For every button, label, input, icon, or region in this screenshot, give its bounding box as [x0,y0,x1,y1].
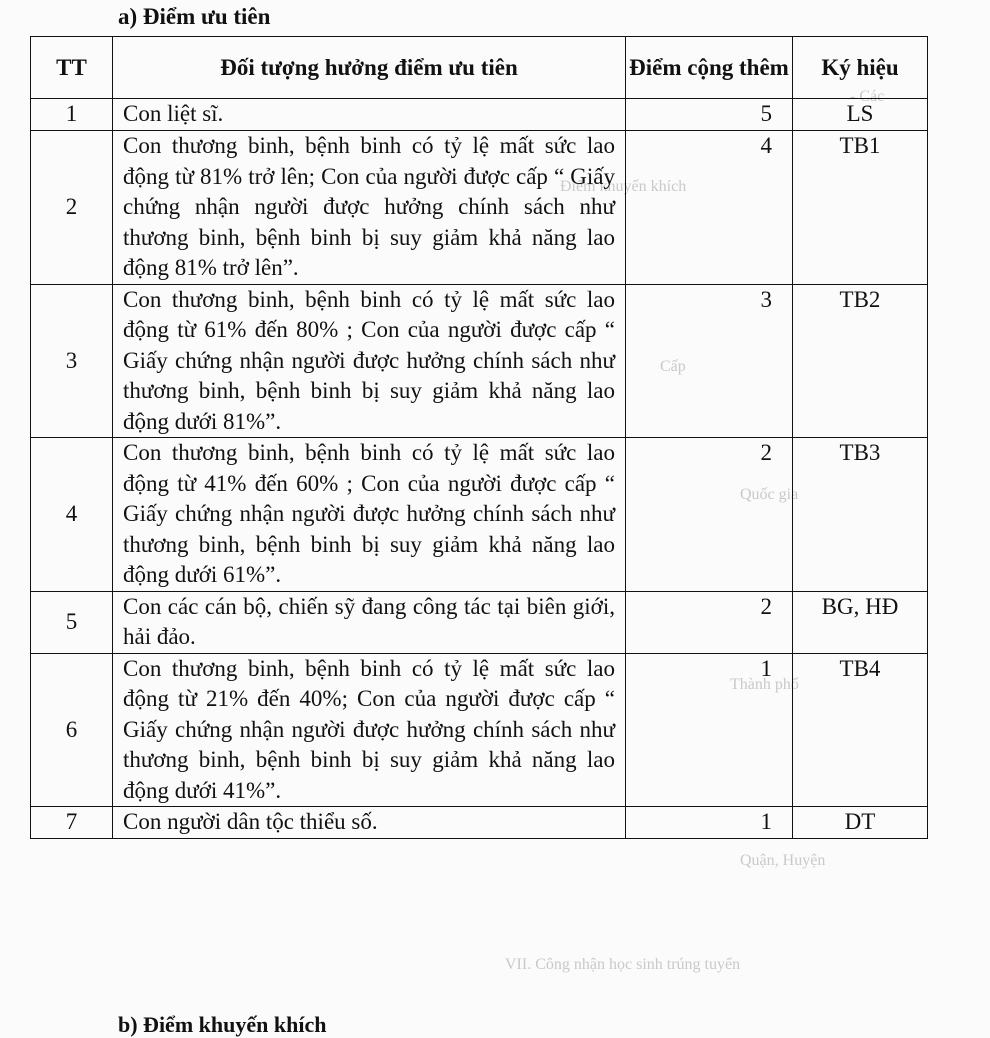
table-row [31,99,928,131]
section-heading: a) Điểm ưu tiên [118,4,271,29]
bleed-through-text: - Các [850,88,885,105]
row-number: 5 [31,591,113,653]
row-number: 2 [31,131,113,285]
row-description: Con liệt sĩ. [113,99,626,131]
row-number: 3 [31,284,113,438]
row-points: 5 [626,99,793,131]
table-row [31,653,928,807]
bleed-through-text: Điểm khuyến khích [560,178,687,195]
row-number: 6 [31,653,113,807]
row-description: Con người dân tộc thiểu số. [113,807,626,839]
row-description: Con các cán bộ, chiến sỹ đang công tác tại biên giới, hải đảo. [113,591,626,653]
row-symbol: TB4 [793,653,928,807]
table-row [31,807,928,839]
bleed-through-text: Quận, Huyện [740,852,826,869]
next-section-heading: b) Điểm khuyến khích [118,1012,327,1037]
bleed-through-text: Cấp [660,358,686,375]
row-symbol: DT [793,807,928,839]
table-row [31,438,928,592]
row-points: 2 [626,591,793,653]
row-points: 1 [626,807,793,839]
table-row [31,131,928,285]
row-points: 3 [626,284,793,438]
header-object: Đối tượng hưởng điểm ưu tiên [113,37,626,99]
bleed-through-text: VII. Công nhận học sinh trúng tuyển [505,956,741,973]
row-points: 2 [626,438,793,592]
header-points: Điểm cộng thêm [626,37,793,99]
row-number: 4 [31,438,113,592]
row-number: 1 [31,99,113,131]
row-description: Con thương binh, bệnh binh có tỷ lệ mất sức lao động từ 61% đến 80% ; Con của người được cấp “ Giấy chứng nhận người được hưởng chính sách như thương binh, bệnh binh bị suy giảm khả năng lao động dưới 81%”. [113,284,626,438]
row-points: 4 [626,131,793,285]
row-symbol: TB2 [793,284,928,438]
priority-points-table [30,36,928,839]
row-description: Con thương binh, bệnh binh có tỷ lệ mất sức lao động từ 41% đến 60% ; Con của người được cấp “ Giấy chứng nhận người được hưởng chính sách như thương binh, bệnh binh bị suy giảm khả năng lao động dưới 61%”. [113,438,626,592]
bleed-through-text: Quốc gia [740,486,799,503]
table-header-row [31,37,928,99]
header-symbol: Ký hiệu [793,37,928,99]
row-symbol: TB3 [793,438,928,592]
header-tt: TT [31,37,113,99]
bleed-through-text: Thành phố [730,676,799,693]
row-points: 1 [626,653,793,807]
table-row [31,591,928,653]
row-description: Con thương binh, bệnh binh có tỷ lệ mất sức lao động từ 21% đến 40%; Con của người được cấp “ Giấy chứng nhận người được hưởng chính sách như thương binh, bệnh binh bị suy giảm khả năng lao động dưới 41%”. [113,653,626,807]
row-description: Con thương binh, bệnh binh có tỷ lệ mất sức lao động từ 81% trở lên; Con của người được cấp “ Giấy chứng nhận người được hưởng chính sách như thương binh, bệnh binh bị suy giảm khả năng lao động 81% trở lên”. [113,131,626,285]
row-number: 7 [31,807,113,839]
row-symbol: TB1 [793,131,928,285]
row-symbol: BG, HĐ [793,591,928,653]
row-symbol: LS [793,99,928,131]
table-row [31,284,928,438]
